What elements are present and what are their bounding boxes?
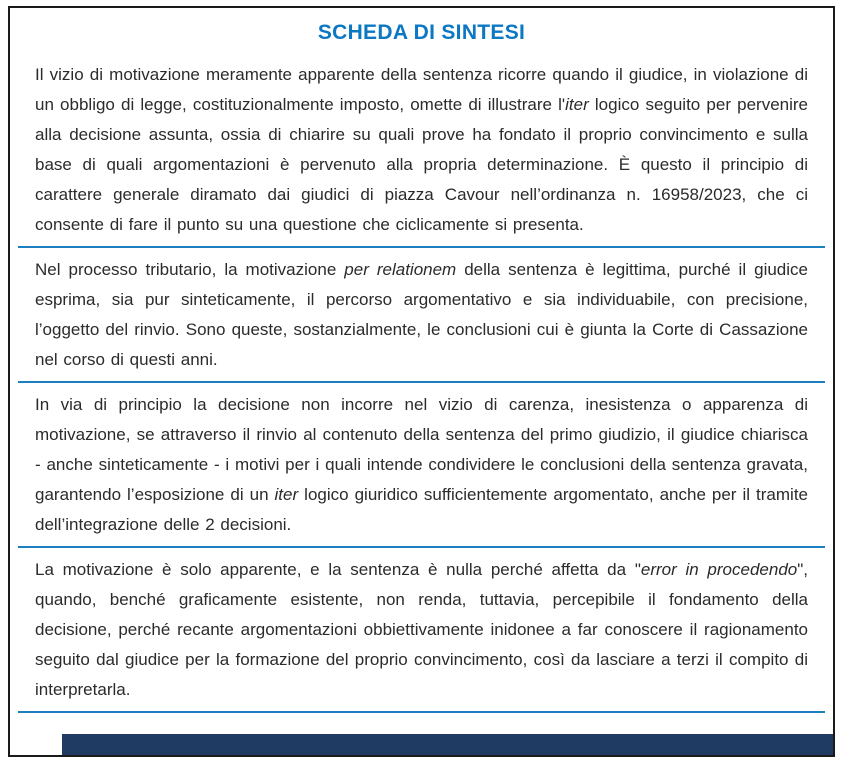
paragraph-divider bbox=[18, 711, 825, 713]
summary-card bbox=[8, 6, 835, 757]
summary-paragraph-1: Il vizio di motivazione meramente apparente della sentenza ricorre quando il giudice, in violazione di un obbligo di legge, costituzionalmente imposto, omette di illustrare l'iter logico seguito per pervenire alla decisione assunta, ossia di chiarire su quali prove ha fondato il proprio convincimento e sulla base di quali argomentazioni è pervenuto alla propria determinazione. È questo il principio di carattere generale diramato dai giudici di piazza Cavour nell’ordinanza n. 16958/2023, che ci consente di fare il punto su una questione che ciclicamente si presenta. bbox=[35, 65, 808, 234]
paragraph-divider bbox=[18, 246, 825, 248]
summary-paragraph-4: La motivazione è solo apparente, e la sentenza è nulla perché affetta da "error in procedendo", quando, benché graficamente esistente, non renda, tuttavia, percepibile il fondamento della decisione, perché recante argomentazioni obbiettivamente inidonee a far conoscere il ragionamento seguito dal giudice per la formazione del proprio convincimento, così da lasciare a terzi il compito di interpretarla. bbox=[35, 560, 808, 699]
summary-paragraph-2: Nel processo tributario, la motivazione per relationem della sentenza è legittima, purché il giudice esprima, sia pur sinteticamente, il percorso argomentativo e sia individuabile, con precisione, l’oggetto del rinvio. Sono queste, sostanzialmente, le conclusioni cui è giunta la Corte di Cassazione nel corso di questi anni. bbox=[35, 260, 808, 369]
paragraph-divider bbox=[18, 381, 825, 383]
page-title: SCHEDA DI SINTESI bbox=[317, 21, 526, 44]
summary-paragraph-3: In via di principio la decisione non incorre nel vizio di carenza, inesistenza o apparenza di motivazione, se attraverso il rinvio al contenuto della sentenza del primo giudizio, il giudice chiarisca - anche sinteticamente - i motivi per i quali intende condividere le conclusioni della sentenza gravata, garantendo l’esposizione di un iter logico giuridico sufficientemente argomentato, anche per il tramite dell’integrazione delle 2 decisioni. bbox=[35, 395, 808, 534]
footer-bar bbox=[62, 734, 833, 755]
paragraph-divider bbox=[18, 546, 825, 548]
